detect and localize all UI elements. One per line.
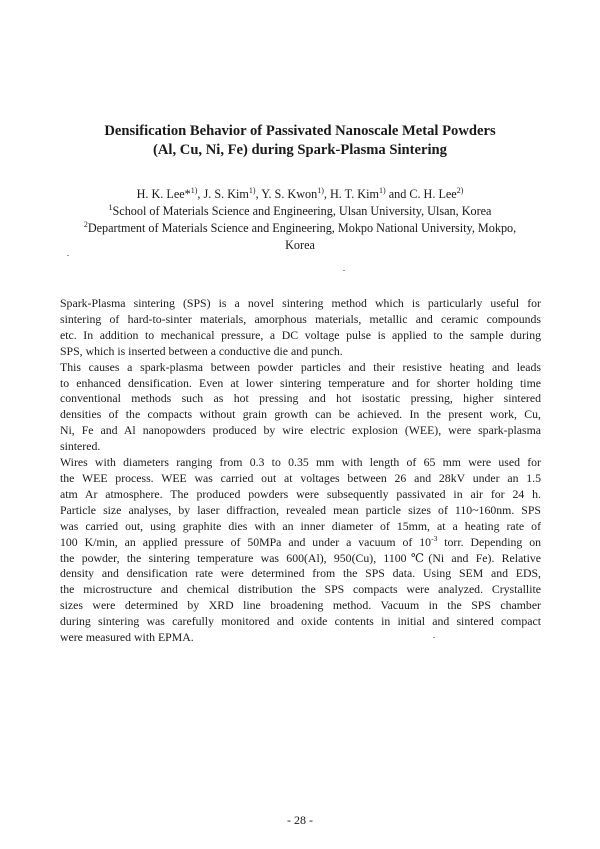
abstract-line: This causes a spark-plasma between powder particles and their resistive heating and leads (60, 359, 541, 374)
abstract-line: sintering of hard-to-sinter materials, amorphous materials, metallic and ceramic compounds (60, 311, 541, 326)
affiliation-1 (40, 203, 560, 220)
abstract-line: sintered. (60, 439, 101, 454)
abstract-line (60, 535, 541, 551)
abstract-line: density and densification rate were determined from the SPS data. Using SEM and EDS, (60, 566, 541, 581)
abstract-line: SPS, which is inserted between a conductive die and punch. (60, 343, 343, 358)
scan-speck (343, 270, 345, 271)
title-line-2: (Al, Cu, Ni, Fe) during Spark-Plasma Sintering (153, 142, 447, 158)
affiliation-1-text: School of Materials Science and Engineering, Ulsan University, Ulsan, Korea (112, 204, 492, 218)
abstract-line: Spark-Plasma sintering (SPS) is a novel sintering method which is particularly useful for (60, 296, 541, 310)
abstract-body (60, 296, 541, 646)
author-4: , H. T. Kim (323, 187, 379, 201)
author-3: , Y. S. Kwon (255, 187, 318, 201)
author-block (40, 186, 560, 254)
abstract-line: densities of the compacts without grain growth can be achieved. In the present work, Cu, (60, 407, 541, 422)
author-4-affil: 1) (378, 185, 386, 195)
abstract-line: the WEE process. WEE was carried out at voltages between 26 and 28kV under an 1.5 (60, 470, 541, 485)
abstract-line: etc. In addition to mechanical pressure, a DC voltage pulse is applied to the sample during (60, 327, 541, 342)
abstract-line: the microstructure and chemical distribution the SPS compacts were analyzed. Crystallite (60, 582, 541, 597)
abstract-line: was carried out, using graphite dies with an inner diameter of 15mm, at a heating rate of (60, 518, 541, 533)
paper-title (40, 122, 560, 160)
affiliation-2-mark: 2 (83, 219, 88, 229)
title-line-1: Densification Behavior of Passivated Nanoscale Metal Powders (104, 123, 496, 139)
affiliation-1-mark: 1 (108, 202, 113, 212)
author-2: , J. S. Kim (197, 187, 249, 201)
abstract-line: to enhanced densification. Even at lower sintering temperature and for shorter holding time (60, 375, 541, 390)
abstract-line: sizes were determined by XRD line broadening method. Vacuum in the SPS chamber (60, 598, 541, 613)
author-3-affil: 1) (317, 185, 324, 195)
abstract-line: Wires with diameters ranging from 0.3 to 0.35 mm with length of 65 mm were used for (60, 455, 541, 470)
abstract-line: the powder, the sintering temperature was 600(Al), 950(Cu), 1100℃(Ni and Fe). Relative (60, 550, 541, 565)
abstract-line: Particle size analyses, by laser diffraction, revealed mean particle sizes of 110~160nm. SPS (60, 502, 541, 517)
author-5: and C. H. Lee (385, 187, 457, 201)
scan-speck (67, 255, 69, 256)
author-2-affil: 1) (248, 185, 256, 195)
author-1: H. K. Lee* (136, 187, 191, 201)
author-1-affil: 1) (190, 185, 198, 195)
affiliation-2-cont: Korea (285, 238, 315, 252)
author-list (40, 186, 560, 203)
exponent: -3 (431, 533, 438, 543)
affiliation-2-text: Department of Materials Science and Engineering, Mokpo National University, Mokpo, (87, 221, 517, 235)
abstract-line: were measured with EPMA. (60, 630, 194, 645)
abstract-line: during sintering was carefully monitored and oxide contents in initial and sintered compact (60, 614, 541, 629)
abstract-line: conventional methods such as hot pressing and hot isostatic pressing, higher sintered (60, 391, 541, 406)
abstract-line: atm Ar atmosphere. The produced powders were subsequently passivated in air for 24 h. (60, 486, 541, 501)
page-number: - 28 - (287, 813, 313, 827)
abstract-text: torr. Depending on (437, 534, 541, 549)
affiliation-2 (40, 220, 560, 237)
abstract-text: 100 K/min, an applied pressure of 50MPa and under a vacuum of 10 (60, 534, 432, 549)
scan-speck (433, 637, 435, 638)
author-5-affil: 2) (456, 185, 464, 195)
abstract-line: Ni, Fe and Al nanopowders produced by wire electric explosion (WEE), were spark-plasma (60, 423, 541, 438)
